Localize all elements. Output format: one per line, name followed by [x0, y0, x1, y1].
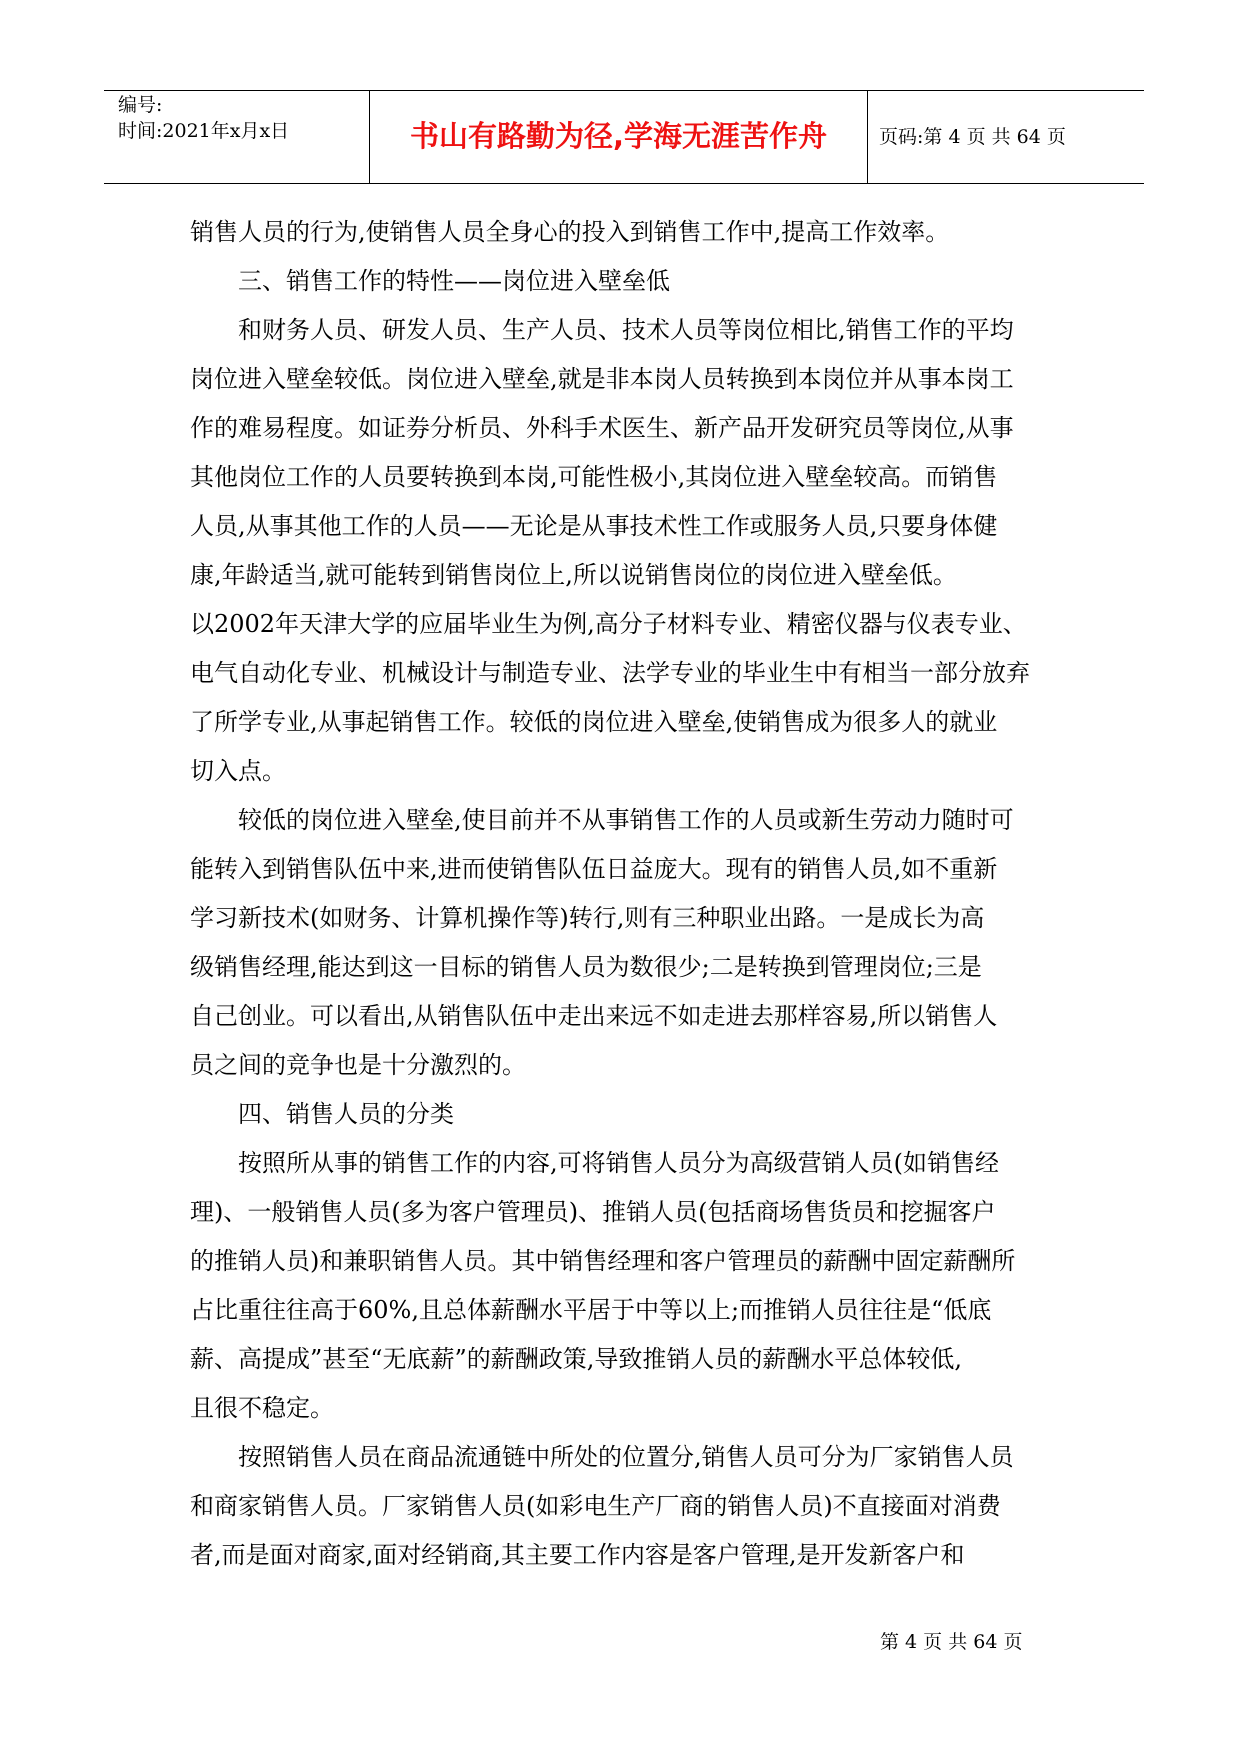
- body-line: 理)、一般销售人员(多为客户管理员)、推销人员(包括商场售货员和挖掘客户: [190, 1198, 996, 1226]
- motto: 书山有路勤为径,学海无涯苦作舟: [409, 119, 828, 153]
- body-line: 和财务人员、研发人员、生产人员、技术人员等岗位相比,销售工作的平均: [238, 316, 1014, 344]
- body-line: 切入点。: [190, 757, 286, 785]
- body-line: 销售人员的行为,使销售人员全身心的投入到销售工作中,提高工作效率。: [190, 218, 950, 246]
- body-line: 的推销人员)和兼职销售人员。其中销售经理和客户管理员的薪酬中固定薪酬所: [190, 1247, 1016, 1275]
- time-label: 时间:2021年x月x日: [118, 120, 290, 142]
- serial-number-label: 编号:: [118, 94, 163, 116]
- body-line: 学习新技术(如财务、计算机操作等)转行,则有三种职业出路。一是成长为高: [190, 904, 985, 932]
- body-line: 按照销售人员在商品流通链中所处的位置分,销售人员可分为厂家销售人员: [238, 1443, 1014, 1471]
- header-motto-cell: [369, 91, 868, 183]
- body-line: 薪、高提成”甚至“无底薪”的薪酬政策,导致推销人员的薪酬水平总体较低,: [190, 1345, 963, 1373]
- body-line: 电气自动化专业、机械设计与制造专业、法学专业的毕业生中有相当一部分放弃: [190, 659, 1030, 687]
- body-line: 较低的岗位进入壁垒,使目前并不从事销售工作的人员或新生劳动力随时可: [238, 806, 1014, 834]
- body-line: 和商家销售人员。厂家销售人员(如彩电生产厂商的销售人员)不直接面对消费: [190, 1492, 1001, 1520]
- body-line: 了所学专业,从事起销售工作。较低的岗位进入壁垒,使销售成为很多人的就业: [190, 708, 998, 736]
- body-line: 自己创业。可以看出,从销售队伍中走出来远不如走进去那样容易,所以销售人: [190, 1002, 998, 1030]
- body-line: 者,而是面对商家,面对经销商,其主要工作内容是客户管理,是开发新客户和: [190, 1541, 965, 1569]
- body-line: 以2002年天津大学的应届毕业生为例,高分子材料专业、精密仪器与仪表专业、: [190, 610, 1027, 638]
- body-line: 作的难易程度。如证券分析员、外科手术医生、新产品开发研究员等岗位,从事: [190, 414, 1014, 442]
- body-line: 按照所从事的销售工作的内容,可将销售人员分为高级营销人员(如销售经: [238, 1149, 999, 1177]
- body-line: 占比重往往高于60%,且总体薪酬水平居于中等以上;而推销人员往往是“低底: [190, 1296, 992, 1324]
- body-line: 员之间的竞争也是十分激烈的。: [190, 1051, 526, 1079]
- body-line: 能转入到销售队伍中来,进而使销售队伍日益庞大。现有的销售人员,如不重新: [190, 855, 998, 883]
- section-heading: 三、销售工作的特性——岗位进入壁垒低: [238, 267, 670, 295]
- header-page-number: 页码:第 4 页 共 64 页: [879, 126, 1066, 148]
- header-info-cell: [104, 91, 369, 183]
- section-heading: 四、销售人员的分类: [238, 1100, 454, 1128]
- footer-page-number: 第 4 页 共 64 页: [880, 1631, 1023, 1653]
- body-line: 级销售经理,能达到这一目标的销售人员为数很少;二是转换到管理岗位;三是: [190, 953, 982, 981]
- body-line: 康,年龄适当,就可能转到销售岗位上,所以说销售岗位的岗位进入壁垒低。: [190, 561, 957, 589]
- body-line: 且很不稳定。: [190, 1394, 334, 1422]
- header-page-cell: [867, 91, 1144, 183]
- body-line: 其他岗位工作的人员要转换到本岗,可能性极小,其岗位进入壁垒较高。而销售: [190, 463, 998, 491]
- body-line: 人员,从事其他工作的人员——无论是从事技术性工作或服务人员,只要身体健: [190, 512, 998, 540]
- body-line: 岗位进入壁垒较低。岗位进入壁垒,就是非本岗人员转换到本岗位并从事本岗工: [190, 365, 1014, 393]
- document-header: [104, 90, 1144, 184]
